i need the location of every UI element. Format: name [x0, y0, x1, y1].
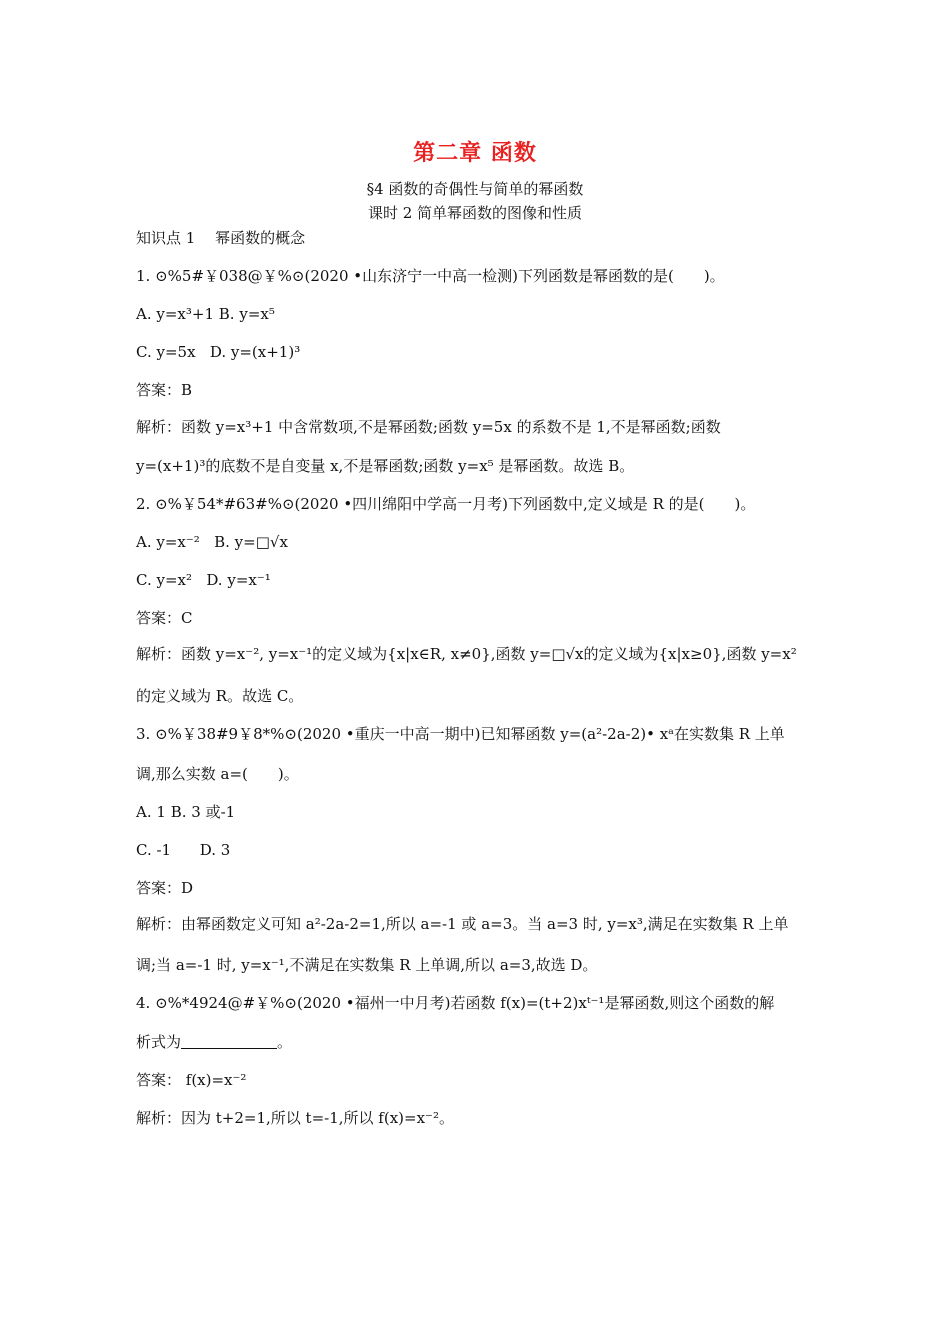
- question-4-stem-line-1: 4. ⊙%*4924@#￥%⊙(2020 •福州一中月考)若函数 f(x)=(t+2)xᵗ⁻¹是幂函数,则这个函数的解: [136, 994, 775, 1012]
- question-1-explanation-line-2: y=(x+1)³的底数不是自变量 x,不是幂函数;函数 y=x⁵ 是幂函数。故选 B。: [136, 457, 635, 475]
- question-2-explanation-line-2: 的定义域为 R。故选 C。: [136, 687, 304, 705]
- question-1-option-a: A. y=x³+1: [136, 305, 214, 323]
- question-3-options-ab: [136, 802, 235, 822]
- question-4-answer: 答案： f(x)=x⁻²: [136, 1071, 247, 1089]
- question-1-answer: 答案：B: [136, 381, 193, 399]
- question-1-options-ab: [136, 304, 275, 324]
- section-title: §4 函数的奇偶性与简单的幂函数: [366, 180, 584, 198]
- question-1-stem: [136, 266, 725, 286]
- answer-blank: [181, 1034, 277, 1049]
- question-3-answer: 答案：D: [136, 879, 194, 897]
- question-4-stem-end: 。: [277, 1033, 293, 1051]
- chapter-title: 第二章 函数: [413, 141, 537, 166]
- question-3-option-d: D. 3: [199, 841, 231, 859]
- question-1-option-b: B. y=x⁵: [218, 305, 275, 323]
- question-3-stem-line-2: 调,那么实数 a=( )。: [136, 765, 299, 783]
- question-3-stem-line-1: 3. ⊙%￥38#9￥8*%⊙(2020 •重庆一中高一期中)已知幂函数 y=(a²-2a-2)• xᵃ在实数集 R 上单: [136, 725, 785, 743]
- question-4-explanation: 解析：因为 t+2=1,所以 t=-1,所以 f(x)=x⁻²。: [136, 1109, 454, 1127]
- question-2-explanation-line-1: 解析：函数 y=x⁻², y=x⁻¹的定义域为{x|x∈R, x≠0},函数 y=□√x的定义域为{x|x≥0},函数 y=x²: [136, 645, 797, 663]
- question-2-option-c: C. y=x²: [136, 571, 192, 589]
- question-2-answer: 答案：C: [136, 609, 193, 627]
- question-1-explanation-line-1: 解析：函数 y=x³+1 中含常数项,不是幂函数;函数 y=5x 的系数不是 1,不是幂函数;函数: [136, 418, 721, 436]
- question-2-stem: 2. ⊙%￥54*#63#%⊙(2020 •四川绵阳中学高一月考)下列函数中,定义域是 R 的是( )。: [136, 495, 756, 513]
- question-3-options-cd: [136, 840, 230, 860]
- question-2-options-cd: [136, 570, 271, 590]
- question-1-option-c: C. y=5x: [136, 343, 196, 361]
- question-3-option-c: C. -1: [136, 841, 172, 859]
- question-2-options-ab: [136, 532, 288, 552]
- question-4-stem-text: 析式为: [136, 1033, 182, 1051]
- question-2-option-d: D. y=x⁻¹: [206, 571, 271, 589]
- question-1-option-d: D. y=(x+1)³: [209, 343, 301, 361]
- question-2-option-b: B. y=□√x: [214, 533, 288, 551]
- question-3-option-a: A. 1: [136, 803, 166, 821]
- knowledge-point-heading: 知识点 1 幂函数的概念: [136, 229, 306, 247]
- question-1-options-cd: [136, 342, 300, 362]
- question-2-option-a: A. y=x⁻²: [136, 533, 200, 551]
- lesson-title: 课时 2 简单幂函数的图像和性质: [367, 204, 583, 222]
- question-1-code: 1. ⊙%5#￥038@￥%⊙: [136, 267, 305, 285]
- question-1-text: (2020 •山东济宁一中高一检测)下列函数是幂函数的是( )。: [304, 267, 725, 285]
- question-3-explanation-line-2: 调;当 a=-1 时, y=x⁻¹,不满足在实数集 R 上单调,所以 a=3,故选 D。: [136, 956, 598, 974]
- question-4-stem-line-2: [136, 1032, 292, 1052]
- question-3-option-b: B. 3 或-1: [170, 803, 236, 821]
- question-3-explanation-line-1: 解析：由幂函数定义可知 a²-2a-2=1,所以 a=-1 或 a=3。当 a=3 时, y=x³,满足在实数集 R 上单: [136, 915, 789, 933]
